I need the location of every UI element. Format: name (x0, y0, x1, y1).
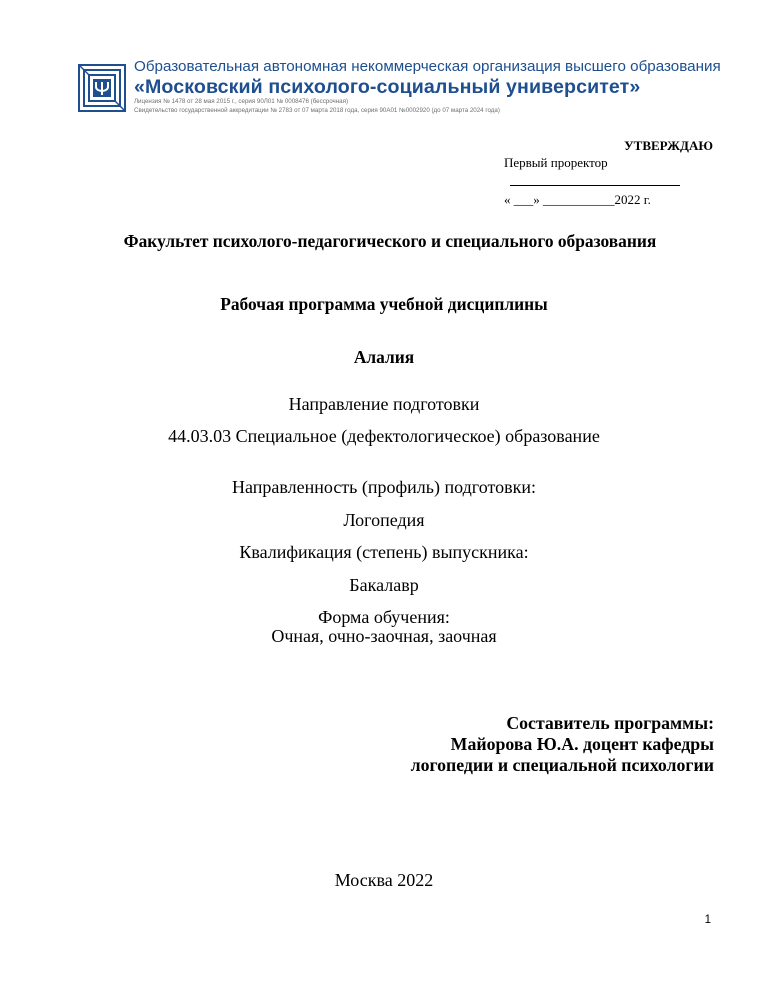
license-line: Лицензия № 1478 от 28 мая 2015 г., серия 90Л01 № 0008476 (бессрочная) (134, 98, 349, 105)
qualification-value: Бакалавр (349, 575, 419, 595)
program-title: Рабочая программа учебной дисциплины (220, 294, 548, 314)
university-name: «Московский психолого-социальный университет» (134, 76, 641, 98)
psi-logo-icon (78, 64, 126, 112)
approval-title: УТВЕРЖДАЮ (624, 138, 713, 153)
study-form-value: Очная, очно-заочная, заочная (271, 626, 497, 646)
profile-value: Логопедия (343, 510, 425, 530)
signature-line (510, 185, 680, 186)
direction-value: 44.03.03 Специальное (дефектологическое) образование (168, 426, 600, 446)
org-type-line: Образовательная автономная некоммерческая организация высшего образования (134, 58, 721, 75)
author-name: Майорова Ю.А. доцент кафедры (450, 734, 714, 754)
direction-label: Направление подготовки (288, 394, 480, 414)
author-department: логопедии и специальной психологии (410, 755, 714, 775)
author-heading: Составитель программы: (506, 713, 714, 733)
qualification-label: Квалификация (степень) выпускника: (239, 542, 529, 562)
approval-date: « ___» ___________2022 г. (504, 192, 651, 207)
accreditation-line: Свидетельство государственной аккредитации № 2783 от 07 марта 2018 года, серия 90А01 №0002920 (до 07 марта 2024 года) (134, 106, 500, 114)
profile-label: Направленность (профиль) подготовки: (232, 477, 536, 497)
author-block (411, 713, 714, 776)
study-form-label: Форма обучения: (318, 607, 450, 627)
discipline-name: Алалия (353, 347, 415, 367)
faculty-title: Факультет психолого-педагогического и специального образования (123, 231, 657, 251)
page-number: 1 (704, 914, 711, 926)
document-header (78, 56, 721, 126)
approver-role: Первый проректор (504, 155, 608, 170)
organization-name (134, 58, 721, 115)
city-year: Москва 2022 (334, 870, 434, 890)
